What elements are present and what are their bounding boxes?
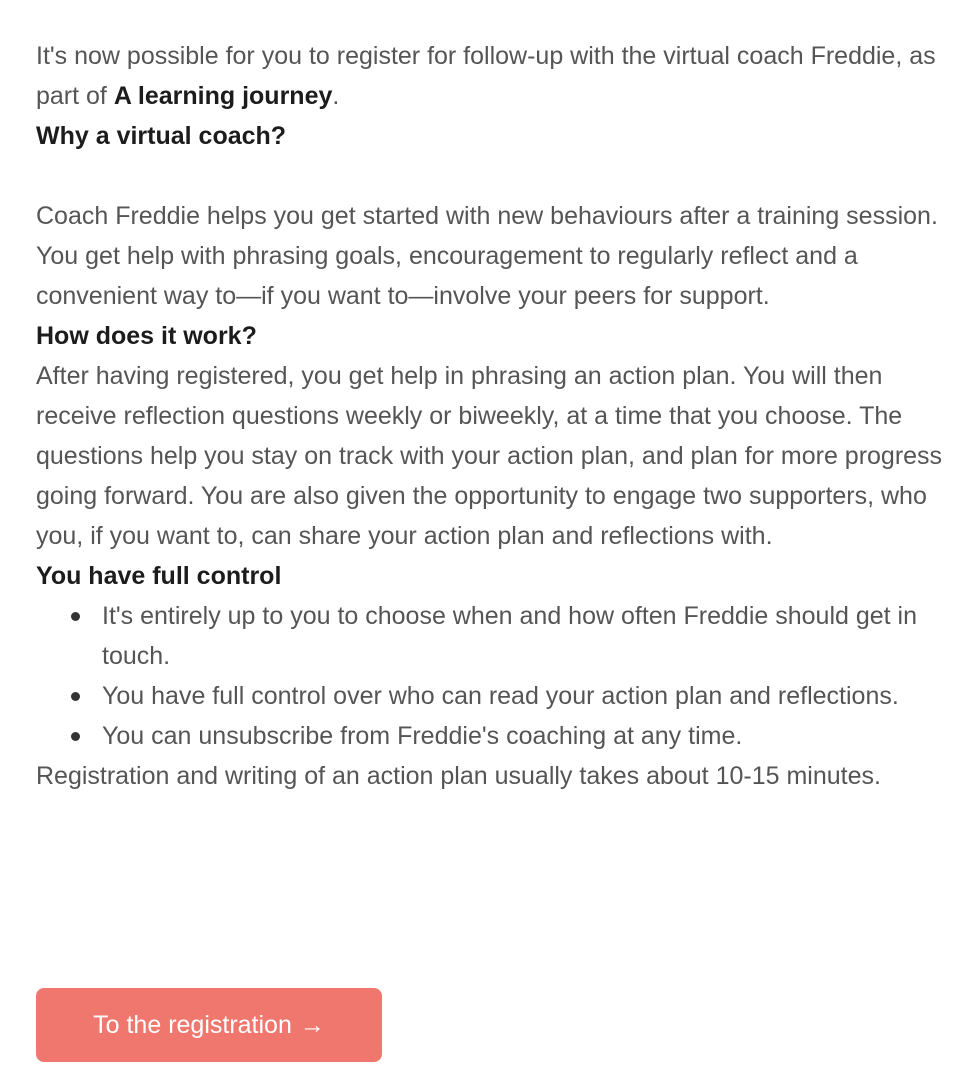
control-heading: You have full control xyxy=(36,562,282,590)
intro-period: . xyxy=(332,82,340,110)
how-body: After having registered, you get help in phrasing an action plan. You will then receive reflection questions weekly or biweekly, at a time that you choose. The questions help you stay on track with your action plan, and plan for more progress going forward. You are also given the opportunity to engage two supporters, who you, if you want to, can share your action plan and reflections with. xyxy=(36,362,943,550)
control-bullet-item: You have full control over who can read your action plan and reflections. xyxy=(102,676,944,716)
control-bullet-item: It's entirely up to you to choose when and how often Freddie should get in touch. xyxy=(102,596,944,676)
control-bullet-list xyxy=(36,596,944,756)
registration-button-label: To the registration xyxy=(93,1010,292,1039)
why-body: Coach Freddie helps you get started with new behaviours after a training session. You get help with phrasing goals, encouragement to regularly reflect and a convenient way to—if you want to—involve your peers for support. xyxy=(36,202,938,310)
control-bullet-item: You can unsubscribe from Freddie's coaching at any time. xyxy=(102,716,944,756)
intro-text: It's now possible for you to register for follow-up with the virtual coach Freddie, as part of xyxy=(36,42,936,110)
why-heading: Why a virtual coach? xyxy=(36,122,287,150)
learning-journey-name: A learning journey xyxy=(113,82,333,110)
registration-button[interactable] xyxy=(36,988,382,1062)
arrow-right-icon: → xyxy=(299,1010,325,1039)
coach-info-content xyxy=(36,36,944,796)
intro-paragraph xyxy=(36,36,944,116)
section-spacer xyxy=(36,156,944,196)
how-heading: How does it work? xyxy=(36,322,257,350)
duration-note: Registration and writing of an action plan usually takes about 10-15 minutes. xyxy=(36,762,881,790)
